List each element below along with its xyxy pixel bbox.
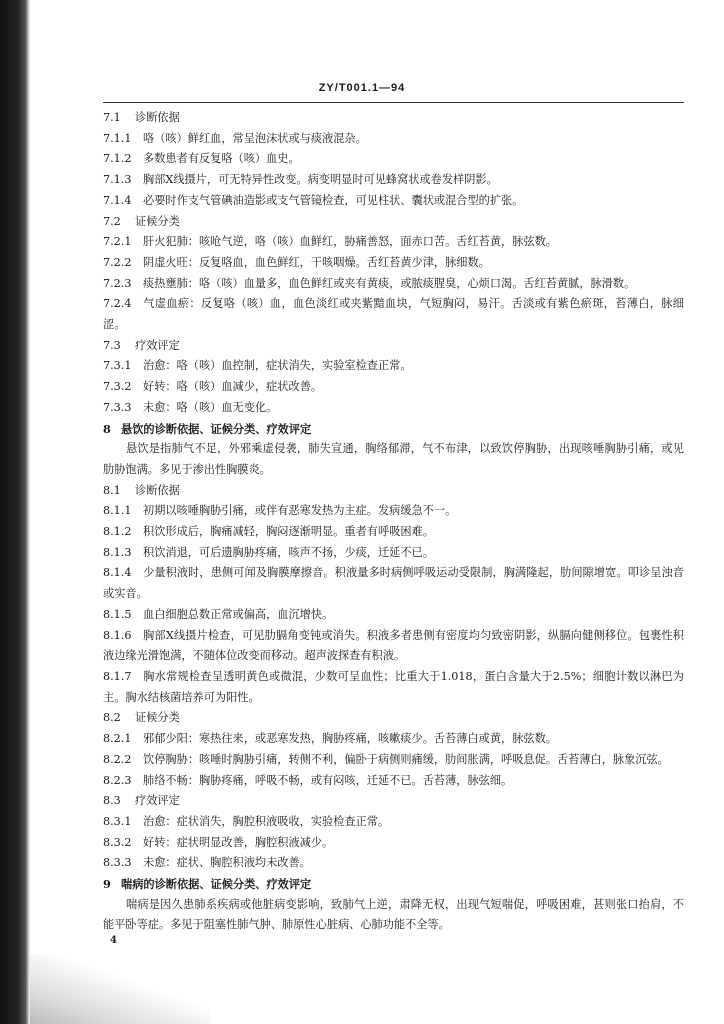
clause-text: 痰热壅肺：咯（咳）血量多，血色鲜红或夹有黄痰，或脓痰腥臭，心烦口渴。舌红苔黄腻，脉滑数。 xyxy=(143,276,636,290)
clause-item xyxy=(103,398,684,419)
clause-item xyxy=(103,626,684,667)
clause-number: 8.1 xyxy=(103,483,121,497)
clause-number: 8.1.5 xyxy=(103,607,132,621)
clause-item xyxy=(103,170,684,191)
clause-text: 积饮形成后，胸痛减轻，胸闷逐渐明显。重者有呼吸困难。 xyxy=(143,525,434,539)
clause-number: 8.1.7 xyxy=(103,669,132,683)
clause-item xyxy=(103,274,684,295)
clause-text: 邪郁少阳：寒热往来，或恶寒发热，胸胁疼痛，咳嗽痰少。舌苔薄白或黄，脉弦数。 xyxy=(143,732,557,746)
clause-item xyxy=(103,501,684,522)
clause-item xyxy=(103,729,684,750)
clause-text: 疗效评定 xyxy=(135,794,180,808)
clause-number: 7.2.2 xyxy=(103,255,132,269)
clause-text: 胸部X线摄片，可无特异性改变。病变明显时可见蜂窝状或卷发样阴影。 xyxy=(143,173,498,187)
clause-number: 8.2.1 xyxy=(103,732,132,746)
clause-text: 诊断依据 xyxy=(135,483,180,497)
clause-number: 7.3.1 xyxy=(103,359,132,373)
clause-number: 7.1.1 xyxy=(103,131,132,145)
clause-number: 7.2.3 xyxy=(103,276,132,290)
clause-number: 8.3.3 xyxy=(103,856,132,870)
clause-item xyxy=(103,522,684,543)
clause-item xyxy=(103,253,684,274)
clause-number: 7.3.3 xyxy=(103,400,132,414)
subsection-heading xyxy=(103,108,684,129)
section-heading xyxy=(103,419,684,440)
subsection-heading xyxy=(103,791,684,812)
clause-number: 8.1.3 xyxy=(103,545,132,559)
clause-text: 少量积液时，患侧可闻及胸膜摩擦音。积液量多时病侧呼吸运动受限制，胸满隆起，肋间隙增宽。叩诊呈浊音或实音。 xyxy=(103,566,684,601)
header-rule xyxy=(103,102,684,103)
clause-number: 8.1.2 xyxy=(103,525,132,539)
clause-text: 治愈：咯（咳）血控制，症状消失，实验室检查正常。 xyxy=(143,359,412,373)
subsection-heading xyxy=(103,708,684,729)
clause-text: 悬饮的诊断依据、证候分类、疗效评定 xyxy=(121,421,312,436)
subsection-heading xyxy=(103,481,684,502)
clause-item xyxy=(103,377,684,398)
clause-item xyxy=(103,149,684,170)
clause-number: 8.2.3 xyxy=(103,773,132,787)
clause-text: 证候分类 xyxy=(135,711,180,725)
clause-number: 8.1.4 xyxy=(103,566,132,580)
clause-text: 必要时作支气管碘油造影或支气管镜检查，可见柱状、囊状或混合型的扩张。 xyxy=(143,193,524,207)
clause-number: 7.1.4 xyxy=(103,193,132,207)
clause-item xyxy=(103,605,684,626)
clause-text: 肺络不畅：胸胁疼痛，呼吸不畅，或有闷咳，迁延不已。舌苔薄，脉弦细。 xyxy=(143,773,513,787)
clause-number: 8 xyxy=(103,421,111,436)
clause-text: 积饮消退，可后遗胸胁疼痛，咳声不扬，少痰，迁延不已。 xyxy=(143,545,434,559)
clause-text: 胸部X线摄片检查，可见肋膈角变钝或消失。积液多者患侧有密度均匀致密阴影，纵膈向健侧移位。包裹性积液边缘光滑饱满，不随体位改变而移动。超声波探查有积液。 xyxy=(103,628,684,663)
clause-number: 7.2.1 xyxy=(103,235,132,249)
clause-item xyxy=(103,750,684,771)
subsection-heading xyxy=(103,212,684,233)
clause-text: 胸水常规检查呈透明黄色或微混，少数可呈血性；比重大于1.018，蛋白含量大于2.5%；细胞计数以淋巴为主。胸水结核菌培养可为阳性。 xyxy=(103,669,684,704)
clause-text: 好转：咯（咳）血减少，症状改善。 xyxy=(143,380,323,394)
clause-number: 8.1.6 xyxy=(103,628,132,642)
clause-item xyxy=(103,294,684,335)
clause-number: 7.1.2 xyxy=(103,152,132,166)
clause-text: 好转：症状明显改善，胸腔积液减少。 xyxy=(143,835,334,849)
clause-text: 证候分类 xyxy=(135,214,180,228)
clause-number: 8.2 xyxy=(103,711,121,725)
standard-header: ZY/T001.1—94 xyxy=(318,82,406,94)
clause-number: 7.2.4 xyxy=(103,297,132,311)
clause-text: 初期以咳唾胸胁引痛，或伴有恶寒发热为主症。发病缓急不一。 xyxy=(143,504,457,518)
clause-number: 8.2.2 xyxy=(103,752,132,766)
clause-number: 7.3.2 xyxy=(103,380,132,394)
clause-item xyxy=(103,812,684,833)
clause-item xyxy=(103,771,684,792)
clause-number: 7.3 xyxy=(103,338,121,352)
clause-number: 7.2 xyxy=(103,214,121,228)
clause-item xyxy=(103,232,684,253)
clause-number: 8.3.2 xyxy=(103,835,132,849)
scan-edge xyxy=(0,0,30,1024)
clause-item xyxy=(103,833,684,854)
clause-number: 8.3.1 xyxy=(103,814,132,828)
body-paragraph: 喘病是因久患肺系疾病或他脏病变影响，致肺气上逆，肃降无权，出现气短喘促，呼吸困难，甚则张口抬肩，不能平卧等症。多见于阻塞性肺气肿、肺原性心脏病、心肺功能不全等。 xyxy=(103,897,684,932)
clause-text: 治愈：症状消失，胸腔积液吸收，实验检查正常。 xyxy=(143,814,390,828)
clause-number: 8.1.1 xyxy=(103,504,132,518)
clause-text: 疗效评定 xyxy=(135,338,180,352)
clause-text: 未愈：症状、胸腔积液均未改善。 xyxy=(143,856,311,870)
clause-number: 8.3 xyxy=(103,794,121,808)
clause-item xyxy=(103,129,684,150)
clause-item xyxy=(103,853,684,874)
clause-text: 咯（咳）鲜红血，常呈泡沫状或与痰液混杂。 xyxy=(143,131,367,145)
clause-number: 9 xyxy=(103,877,111,892)
clause-text: 阴虚火旺：反复咯血，血色鲜红，干咳咽燥。舌红苔黄少津，脉细数。 xyxy=(143,255,490,269)
clause-number: 7.1 xyxy=(103,111,121,124)
clause-text: 肝火犯肺：咳呛气逆，咯（咳）血鲜红，胁痛善怒，面赤口苦。舌红苔黄，脉弦数。 xyxy=(143,235,557,249)
document-body xyxy=(103,108,684,936)
clause-text: 血白细胞总数正常或偏高，血沉增快。 xyxy=(143,607,334,621)
clause-item xyxy=(103,667,684,708)
clause-text: 饮停胸胁：咳唾时胸胁引痛，转侧不利，偏卧于病侧则痛缓，肋间胀满，呼吸息促。舌苔薄白，脉象沉弦。 xyxy=(143,752,669,766)
section-heading xyxy=(103,874,684,895)
clause-number: 7.1.3 xyxy=(103,173,132,187)
clause-item xyxy=(103,543,684,564)
clause-text: 诊断依据 xyxy=(135,111,180,124)
clause-text: 未愈：咯（咳）血无变化。 xyxy=(143,400,278,414)
clause-text: 气虚血瘀：反复咯（咳）血，血色淡红或夹紫黯血块，气短胸闷，易汗。舌淡或有紫色瘀斑，苔薄白，脉细涩。 xyxy=(103,297,684,332)
page-number: 4 xyxy=(110,935,117,946)
clause-item xyxy=(103,191,684,212)
body-paragraph: 悬饮是指肺气不足，外邪乘虚侵袭，肺失宣通，胸络郁滞，气不布津，以致饮停胸胁，出现咳唾胸胁引痛，或见肋胁饱满。多见于渗出性胸膜炎。 xyxy=(103,442,684,476)
subsection-heading xyxy=(103,336,684,357)
clause-text: 喘病的诊断依据、证候分类、疗效评定 xyxy=(121,877,312,892)
scan-corner xyxy=(30,954,210,1024)
clause-item xyxy=(103,563,684,604)
clause-text: 多数患者有反复咯（咳）血史。 xyxy=(143,152,300,166)
clause-item xyxy=(103,356,684,377)
